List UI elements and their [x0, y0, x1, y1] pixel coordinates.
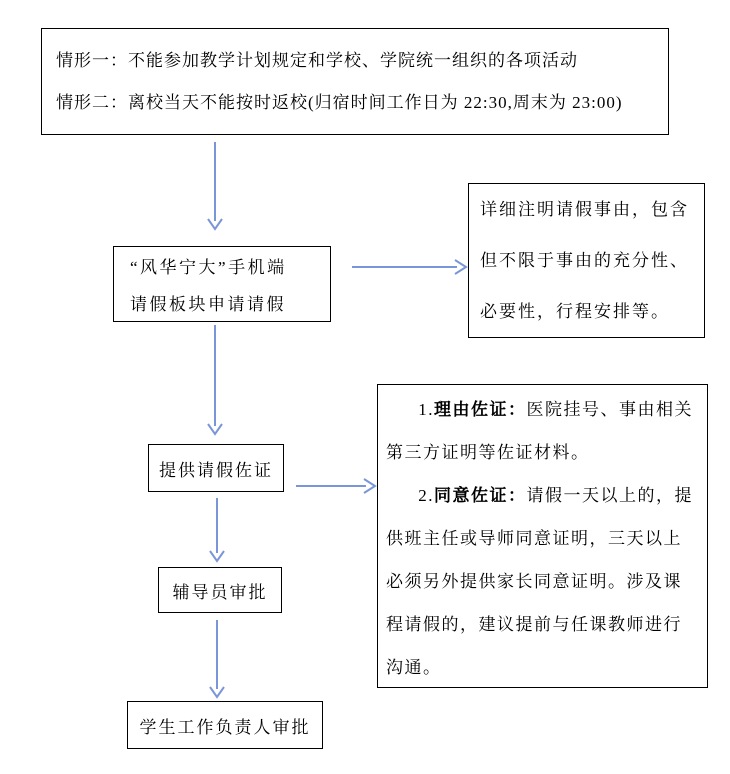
- item2-text: 请假一天以上的，提供班主任或导师同意证明，三天以上必须另外提供家长同意证明。涉及课程请假的，建议提前与任课教师进行沟通。: [386, 486, 694, 677]
- scenario-box: [41, 28, 669, 135]
- scenario-1-label: 情形一：: [56, 51, 128, 70]
- arrow-evidence-to-counselor: [206, 497, 228, 563]
- scenario-2-text: 离校当天不能按时返校(归宿时间工作日为 22:30,周末为 23:00): [128, 93, 623, 112]
- scenario-line-2: [56, 82, 654, 124]
- item1-number: 1.: [418, 400, 435, 419]
- leader-approval-box: [127, 701, 323, 749]
- reason-note-line-3: 必要性，行程安排等。: [480, 302, 670, 321]
- app-box-line-2: 请假板块申请请假: [130, 295, 286, 314]
- arrow-evidence-to-note: [296, 475, 377, 497]
- reason-note-line-2: 但不限于事由的充分性、: [480, 251, 689, 270]
- item1-title: 理由佐证：: [434, 400, 527, 419]
- leader-box-label: 学生工作负责人审批: [139, 717, 311, 737]
- app-request-box: [113, 246, 331, 322]
- arrow-app-to-reason-note: [352, 256, 468, 278]
- arrow-counselor-to-leader: [206, 619, 228, 699]
- app-box-line-1: “风华宁大”手机端: [130, 258, 287, 277]
- item2-number: 2.: [418, 486, 435, 505]
- evidence-note-item-1: [386, 388, 699, 474]
- arrow-scenario-to-app: [204, 141, 226, 231]
- reason-note-line-1: 详细注明请假事由，包含: [480, 200, 689, 219]
- evidence-box-label: 提供请假佐证: [159, 460, 273, 480]
- arrow-app-to-evidence: [204, 324, 226, 436]
- scenario-1-text: 不能参加教学计划规定和学校、学院统一组织的各项活动: [128, 51, 578, 70]
- evidence-note-item-2: [386, 474, 699, 688]
- scenario-line-1: [56, 40, 654, 82]
- counselor-box-label: 辅导员审批: [172, 582, 268, 602]
- counselor-approval-box: [158, 567, 282, 613]
- evidence-box: [148, 444, 284, 492]
- item2-title: 同意佐证：: [434, 486, 527, 505]
- evidence-note-box: [377, 384, 708, 688]
- reason-note-box: [468, 183, 705, 338]
- scenario-2-label: 情形二：: [56, 93, 128, 112]
- item1-text: 医院挂号、事由相关第三方证明等佐证材料。: [386, 400, 694, 462]
